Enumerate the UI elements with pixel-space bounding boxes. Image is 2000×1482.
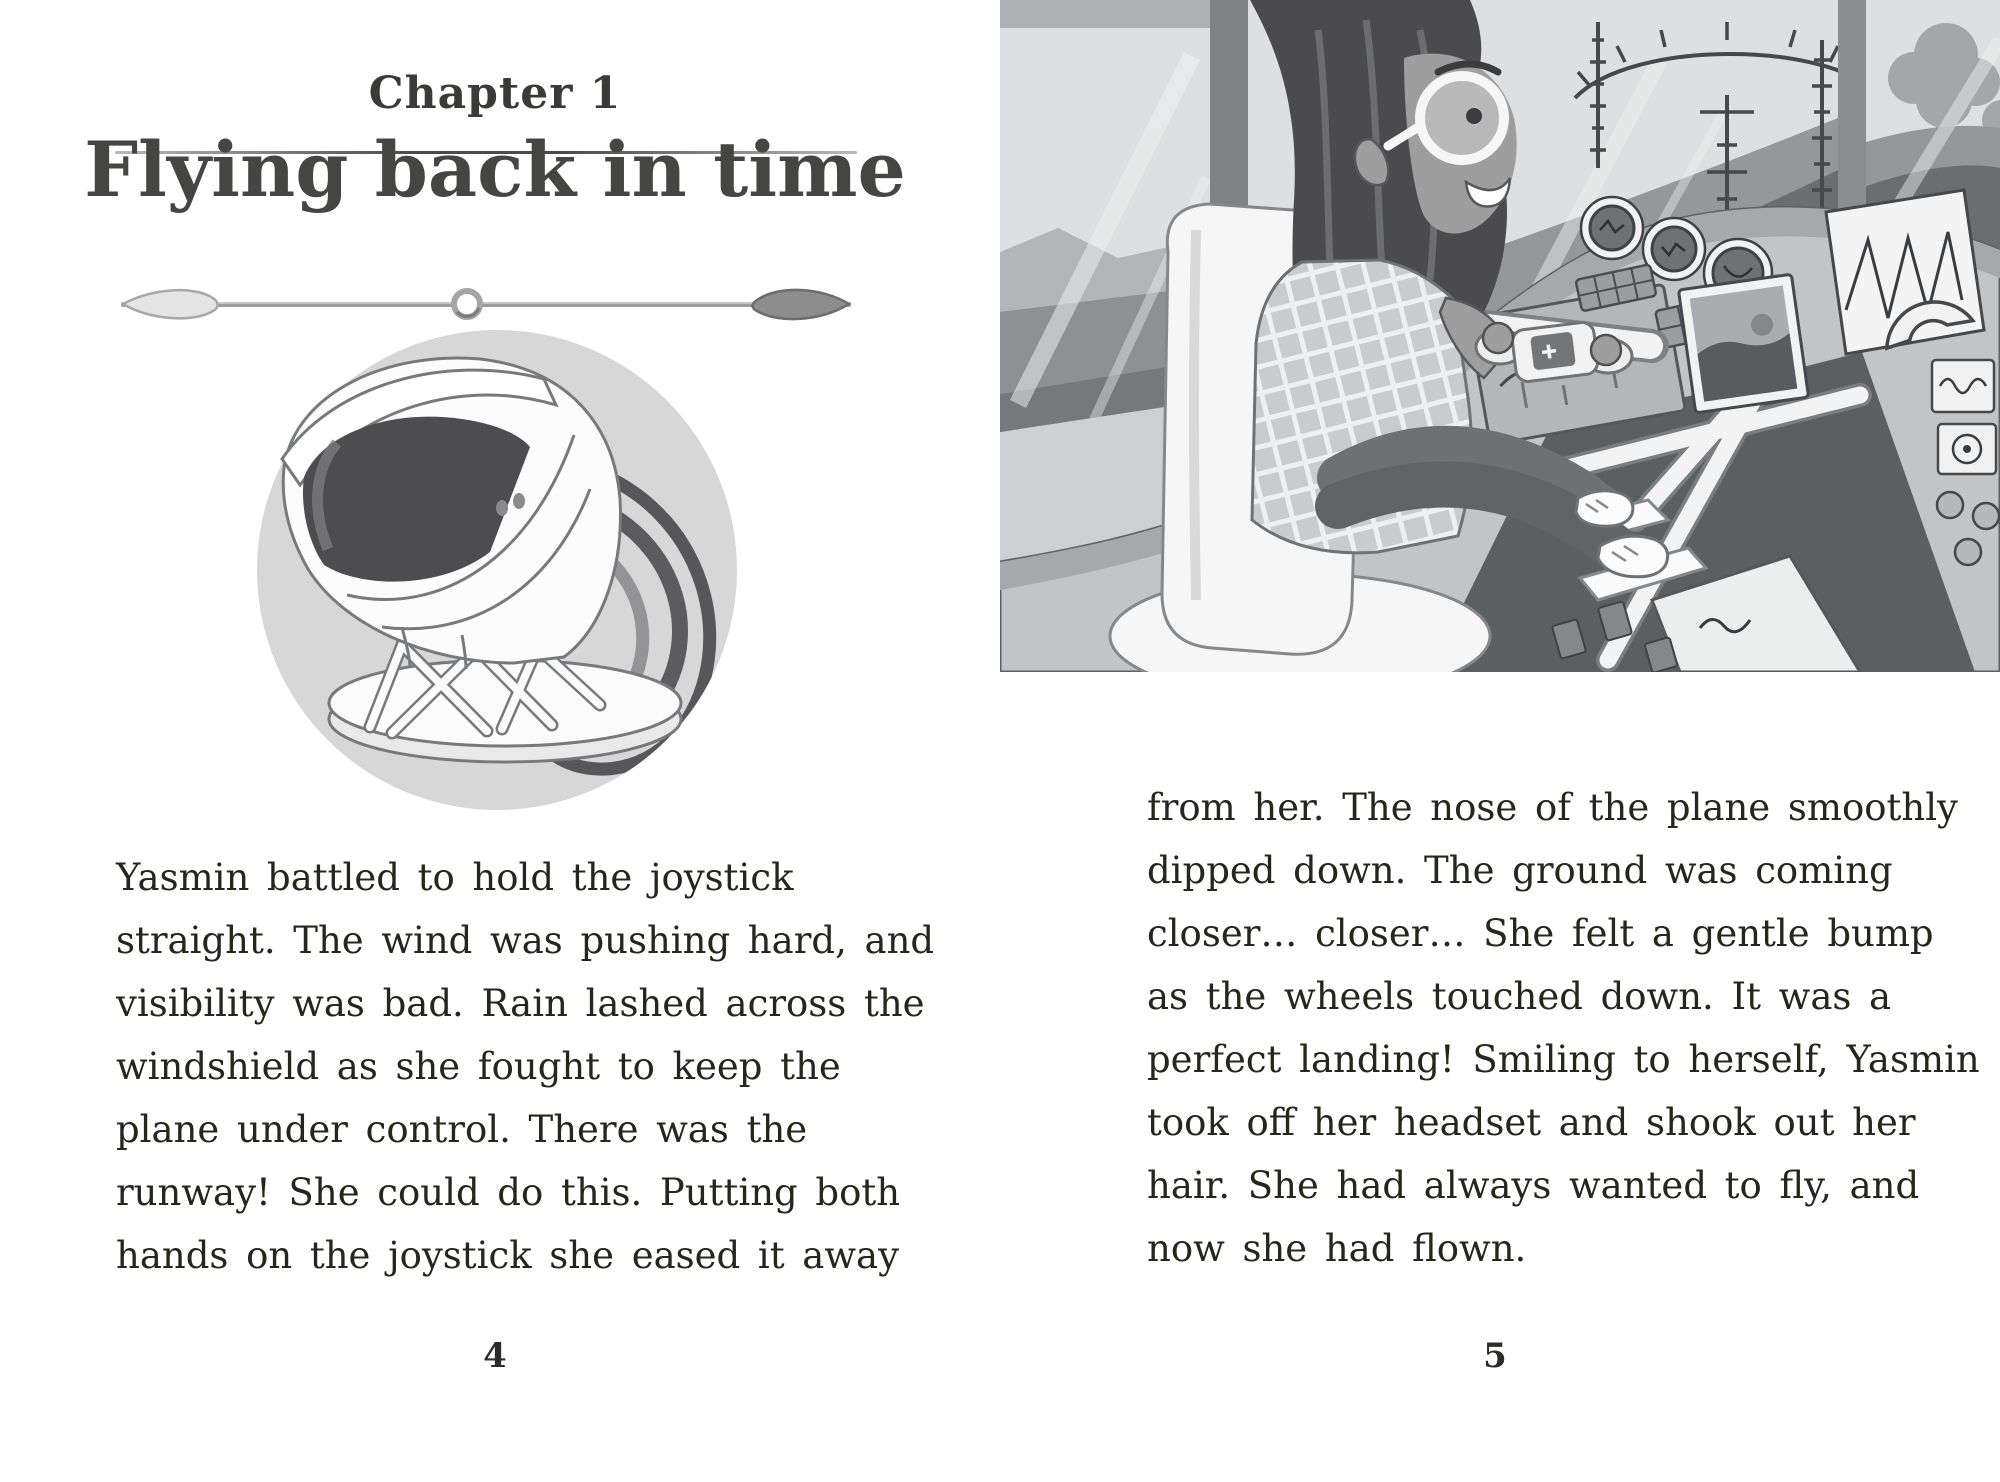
body-line: hands on the joystick she eased it away (116, 1234, 899, 1277)
body-line: hair. She had always wanted to fly, and (1147, 1164, 1920, 1207)
body-line: perfect landing! Smiling to herself, Yasmin (1147, 1038, 1980, 1081)
sneaker (1598, 536, 1668, 577)
divider-leaf-left-icon (123, 290, 218, 318)
body-text-left (116, 846, 935, 1287)
body-line: now she had flown. (1147, 1227, 1527, 1270)
body-line: dipped down. The ground was coming (1147, 849, 1893, 892)
body-line: as the wheels touched down. It was a (1147, 975, 1892, 1018)
sneaker (1576, 491, 1633, 526)
chapter-label: Chapter 1 (368, 68, 622, 119)
body-line: closer… closer… She felt a gentle bump (1147, 912, 1934, 955)
glasses-icon (1420, 76, 1504, 160)
simulator-pod-illustration (252, 327, 742, 817)
page-title: Flying back in time (84, 125, 906, 214)
divider-leaf-right-icon (753, 290, 850, 319)
right-page (1000, 0, 2000, 1482)
body-line: Yasmin battled to hold the joystick (116, 856, 794, 899)
body-line: plane under control. There was the (116, 1108, 808, 1151)
cockpit-illustration (1000, 0, 2000, 672)
landscape-display (1678, 274, 1808, 413)
body-line: from her. The nose of the plane smoothly (1147, 786, 1958, 829)
body-line: straight. The wind was pushing hard, and (116, 919, 935, 962)
body-line: runway! She could do this. Putting both (116, 1171, 901, 1214)
page-number-left: 4 (483, 1336, 507, 1376)
body-line: took off her headset and shook out her (1147, 1101, 1916, 1144)
window-pillar-2 (1838, 0, 1866, 215)
page-number-right: 5 (1483, 1336, 1507, 1376)
body-line: windshield as she fought to keep the (116, 1045, 841, 1088)
body-text-right (1147, 776, 1980, 1280)
ornament-divider (115, 283, 857, 327)
body-line: visibility was bad. Rain lashed across the (116, 982, 925, 1025)
